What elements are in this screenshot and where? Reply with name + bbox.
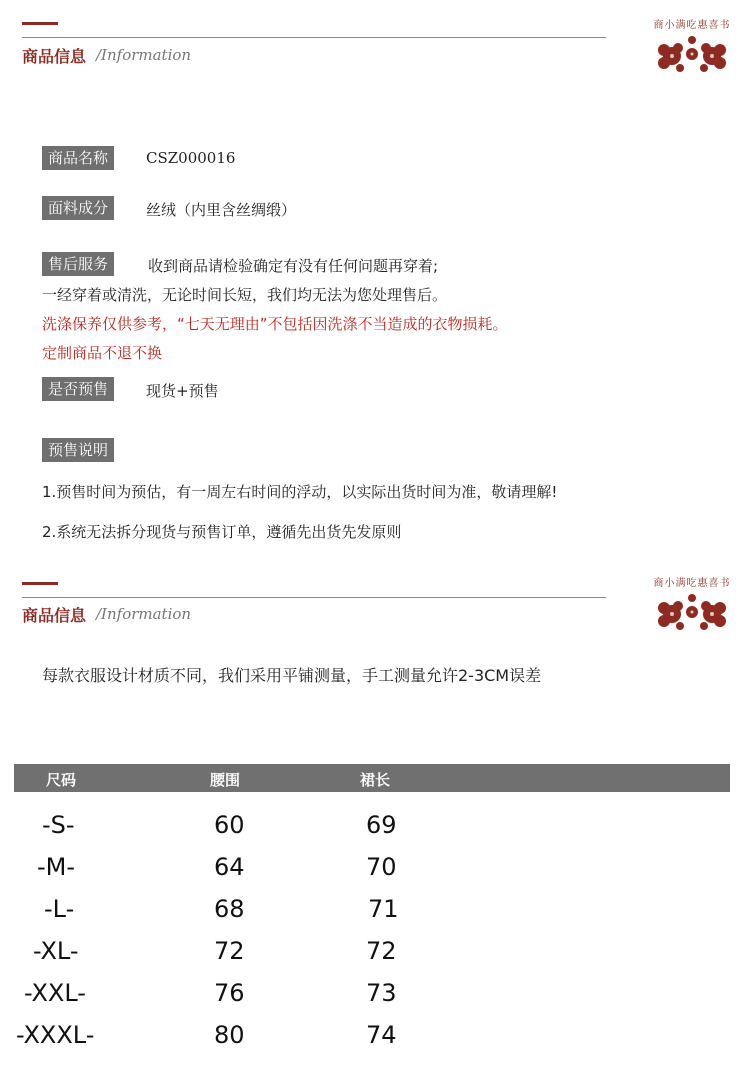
section-divider xyxy=(22,37,606,38)
waist-column-header: 腰围 xyxy=(210,771,241,789)
section-subtitle: /Information xyxy=(96,46,192,64)
size-cell: -XXL- xyxy=(24,979,86,1007)
presale-note-1: 1.预售时间为预估，有一周左右时间的浮动，以实际出货时间为准，敬请理解! xyxy=(42,483,558,501)
material-label: 面料成分 xyxy=(42,196,114,220)
after-sale-label: 售后服务 xyxy=(42,252,114,276)
presale-label: 是否预售 xyxy=(42,377,114,401)
section-title: 商品信息 xyxy=(22,47,87,66)
length-cell: 73 xyxy=(366,979,397,1007)
size-cell: -L- xyxy=(44,895,75,923)
brand-flower-icon xyxy=(650,30,734,80)
brand-logo xyxy=(650,16,734,78)
presale-note-2: 2.系统无法拆分现货与预售订单，遵循先出货先发原则 xyxy=(42,523,402,541)
size-cell: -M- xyxy=(37,853,76,881)
length-cell: 74 xyxy=(366,1021,397,1049)
length-cell: 70 xyxy=(366,853,397,881)
length-column-header: 裙长 xyxy=(360,771,391,789)
section-accent-bar xyxy=(22,582,58,585)
waist-cell: 80 xyxy=(214,1021,245,1049)
product-name-label: 商品名称 xyxy=(42,146,114,170)
waist-cell: 76 xyxy=(214,979,245,1007)
size-cell: -S- xyxy=(42,811,75,839)
measurement-note: 每款衣服设计材质不同，我们采用平铺测量，手工测量允许2-3CM误差 xyxy=(42,666,542,685)
after-sale-line-2: 一经穿着或清洗，无论时间长短，我们均无法为您处理售后。 xyxy=(42,286,448,304)
presale-note-label: 预售说明 xyxy=(42,438,114,462)
waist-cell: 72 xyxy=(214,937,245,965)
waist-cell: 60 xyxy=(214,811,245,839)
section-divider xyxy=(22,597,606,598)
length-cell: 71 xyxy=(368,895,399,923)
brand-logo-text: 商小满吃惠喜书 xyxy=(653,20,731,31)
length-cell: 69 xyxy=(366,811,397,839)
size-cell: -XXXL- xyxy=(16,1021,95,1049)
custom-no-return: 定制商品不退不换 xyxy=(42,344,163,362)
section-subtitle: /Information xyxy=(96,605,192,623)
waist-cell: 68 xyxy=(214,895,245,923)
brand-logo xyxy=(650,574,734,636)
product-name-value: CSZ000016 xyxy=(146,149,236,167)
size-cell: -XL- xyxy=(33,937,79,965)
waist-cell: 64 xyxy=(214,853,245,881)
brand-flower-icon xyxy=(650,588,734,638)
material-value: 丝绒（内里含丝绸缎） xyxy=(146,201,297,219)
section-accent-bar xyxy=(22,22,58,25)
wash-warning: 洗涤保养仅供参考，“七天无理由”不包括因洗涤不当造成的衣物损耗。 xyxy=(42,315,508,333)
length-cell: 72 xyxy=(366,937,397,965)
size-column-header: 尺码 xyxy=(46,771,77,789)
presale-value: 现货+预售 xyxy=(146,382,219,400)
section-title: 商品信息 xyxy=(22,606,87,625)
brand-logo-text: 商小满吃惠喜书 xyxy=(653,578,731,589)
after-sale-line-1: 收到商品请检验确定有没有任何问题再穿着; xyxy=(148,257,439,275)
